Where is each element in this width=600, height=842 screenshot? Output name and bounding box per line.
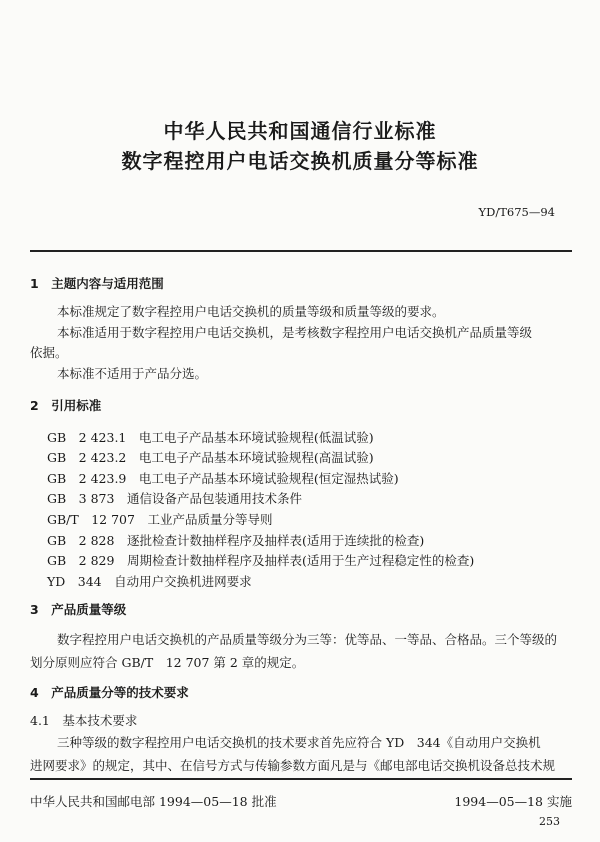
reference-item: GB/T 12 707 工业产品质量分等导则 xyxy=(47,512,273,527)
paragraph: 本标准规定了数字程控用户电话交换机的质量等级和质量等级的要求。 xyxy=(57,304,445,319)
reference-item: GB 2 423.9 电工电子产品基本环境试验规程(恒定湿热试验) xyxy=(47,471,399,486)
section-4-heading: 4 产品质量分等的技术要求 xyxy=(30,685,189,700)
section-3-heading: 3 产品质量等级 xyxy=(30,602,127,617)
reference-item: GB 2 829 周期检查计数抽样程序及抽样表(适用于生产过程稳定性的检查) xyxy=(47,553,475,568)
title-line-2: 数字程控用户电话交换机质量分等标准 xyxy=(121,149,479,173)
top-rule xyxy=(30,250,572,252)
paragraph: 划分原则应符合 GB/T 12 707 第 2 章的规定。 xyxy=(30,655,305,670)
reference-item: GB 3 873 通信设备产品包装通用技术条件 xyxy=(47,491,302,506)
approval-note: 中华人民共和国邮电部 1994—05—18 批准 xyxy=(30,794,277,809)
paragraph: 三种等级的数字程控用户电话交换机的技术要求首先应符合 YD 344《自动用户交换机 xyxy=(57,735,541,750)
paragraph: 数字程控用户电话交换机的产品质量等级分为三等：优等品、一等品、合格品。三个等级的 xyxy=(57,632,558,647)
reference-item: GB 2 423.1 电工电子产品基本环境试验规程(低温试验) xyxy=(47,430,374,445)
subsection-4-1-heading: 4.1 基本技术要求 xyxy=(30,713,138,728)
title-line-1: 中华人民共和国通信行业标准 xyxy=(163,119,437,143)
paragraph: 本标准适用于数字程控用户电话交换机，是考核数字程控用户电话交换机产品质量等级 xyxy=(57,325,533,340)
reference-item: GB 2 828 逐批检查计数抽样程序及抽样表(适用于连续批的检查) xyxy=(47,533,425,548)
paragraph: 依据。 xyxy=(30,345,68,360)
reference-item: GB 2 423.2 电工电子产品基本环境试验规程(高温试验) xyxy=(47,450,374,465)
standard-code: YD/T675—94 xyxy=(478,205,555,219)
section-1-heading: 1 主题内容与适用范围 xyxy=(30,276,164,291)
paragraph: 进网要求》的规定，其中、在信号方式与传输参数方面凡是与《邮电部电话交换机设备总技术规 xyxy=(30,758,556,773)
section-2-heading: 2 引用标准 xyxy=(30,398,102,413)
reference-item: YD 344 自动用户交换机进网要求 xyxy=(47,574,252,589)
page-number: 253 xyxy=(539,815,560,828)
bottom-rule xyxy=(30,778,572,780)
effective-date: 1994—05—18 实施 xyxy=(454,794,572,809)
paragraph: 本标准不适用于产品分选。 xyxy=(57,366,208,381)
